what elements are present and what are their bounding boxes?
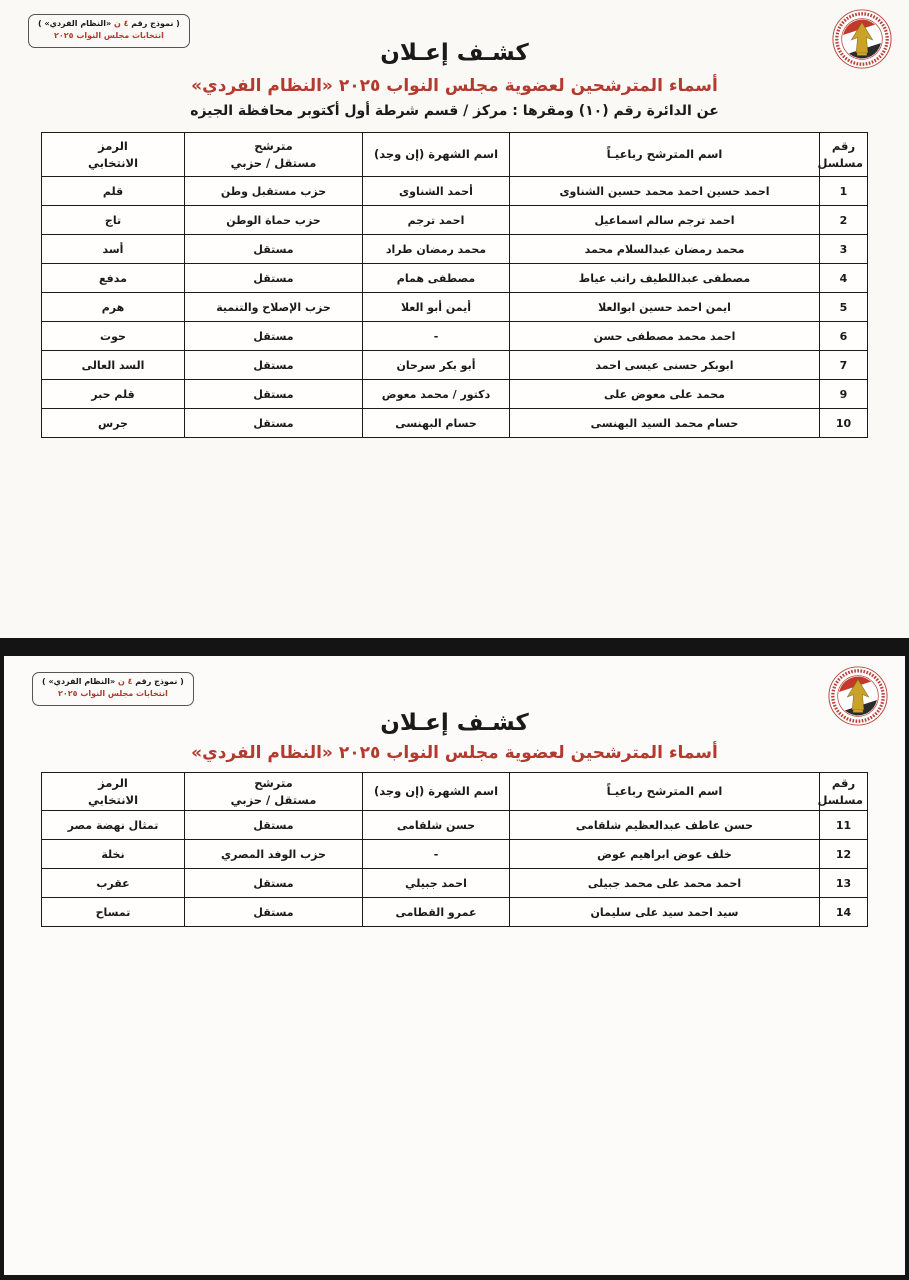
national-election-authority-emblem-icon: [831, 8, 893, 70]
page-title: كشـف إعـلان: [380, 40, 529, 66]
candidate-full-name: حسن عاطف عبدالعظيم شلقامى: [510, 811, 820, 840]
candidate-serial: 9: [820, 380, 868, 409]
candidate-row: [42, 811, 868, 840]
candidate-full-name: سيد احمد سيد على سليمان: [510, 898, 820, 927]
candidate-row: [42, 293, 868, 322]
candidate-serial: 7: [820, 351, 868, 380]
candidate-affiliation: مستقل: [185, 351, 363, 380]
candidate-symbol: عقرب: [42, 869, 185, 898]
candidate-full-name: محمد على معوض على: [510, 380, 820, 409]
candidate-affiliation: حزب مستقبل وطن: [185, 177, 363, 206]
candidate-affiliation: حزب الوفد المصري: [185, 840, 363, 869]
candidate-symbol: هرم: [42, 293, 185, 322]
candidate-serial: 12: [820, 840, 868, 869]
col-header-known-as: اسم الشهرة (إن وجد): [363, 133, 510, 177]
page-title: كشـف إعـلان: [380, 710, 529, 736]
candidate-serial: 10: [820, 409, 868, 438]
candidate-row: [42, 380, 868, 409]
candidate-row: [42, 322, 868, 351]
candidate-full-name: محمد رمضان عبدالسلام محمد: [510, 235, 820, 264]
candidate-full-name: خلف عوض ابراهيم عوض: [510, 840, 820, 869]
candidate-full-name: ايمن احمد حسين ابوالعلا: [510, 293, 820, 322]
candidate-known-as: احمد ترجم: [363, 206, 510, 235]
candidate-serial: 11: [820, 811, 868, 840]
candidate-known-as: حسن شلقامى: [363, 811, 510, 840]
candidate-full-name: حسام محمد السيد البهنسى: [510, 409, 820, 438]
col-header-symbol: الرمز الانتخابي: [42, 773, 185, 811]
col-header-name: اسم المترشح رباعيـاً: [510, 773, 820, 811]
candidate-full-name: احمد حسين احمد محمد حسين الشناوى: [510, 177, 820, 206]
candidate-row: [42, 206, 868, 235]
candidate-known-as: -: [363, 840, 510, 869]
form-number-suffix: «النظام الفردي» ): [42, 677, 118, 686]
candidate-known-as: محمد رمضان طراد: [363, 235, 510, 264]
district-line: عن الدائرة رقم (١٠) ومقرها : مركز / قسم شرطة أول أكتوبر محافظة الجيزه: [190, 103, 719, 119]
candidate-affiliation: حزب الإصلاح والتنمية: [185, 293, 363, 322]
candidate-symbol: قلم: [42, 177, 185, 206]
candidate-affiliation: مستقل: [185, 811, 363, 840]
col-header-serial: رقم مسلسل: [820, 773, 868, 811]
form-election-line: انتخابات مجلس النواب ٢٠٢٥: [54, 31, 164, 41]
announcement-page-2: [0, 656, 909, 1280]
col-header-serial: رقم مسلسل: [820, 133, 868, 177]
candidate-row: [42, 351, 868, 380]
col-header-symbol: الرمز الانتخابي: [42, 133, 185, 177]
candidate-symbol: نخلة: [42, 840, 185, 869]
page-subtitle: أسماء المترشحين لعضوية مجلس النواب ٢٠٢٥ «النظام الفردي»: [191, 76, 718, 96]
candidate-affiliation: مستقل: [185, 409, 363, 438]
candidate-affiliation: مستقل: [185, 264, 363, 293]
candidate-serial: 14: [820, 898, 868, 927]
candidate-symbol: جرس: [42, 409, 185, 438]
candidate-known-as: حسام البهنسى: [363, 409, 510, 438]
announcement-page-1: [0, 0, 909, 638]
candidate-full-name: مصطفى عبداللطيف راتب عياط: [510, 264, 820, 293]
candidate-affiliation: مستقل: [185, 322, 363, 351]
candidate-row: [42, 898, 868, 927]
candidate-symbol: مدفع: [42, 264, 185, 293]
candidate-row: [42, 264, 868, 293]
candidate-row: [42, 235, 868, 264]
candidates-table-page-1: [41, 132, 868, 438]
candidate-affiliation: مستقل: [185, 898, 363, 927]
form-number-box: [32, 672, 194, 706]
candidate-serial: 5: [820, 293, 868, 322]
candidate-row: [42, 409, 868, 438]
candidate-affiliation: مستقل: [185, 235, 363, 264]
candidate-serial: 13: [820, 869, 868, 898]
form-number-code: ٤ ن: [113, 19, 129, 28]
national-election-authority-emblem-icon: [827, 665, 889, 727]
candidate-serial: 6: [820, 322, 868, 351]
col-header-known-as: اسم الشهرة (إن وجد): [363, 773, 510, 811]
candidate-serial: 1: [820, 177, 868, 206]
candidate-row: [42, 840, 868, 869]
candidate-serial: 4: [820, 264, 868, 293]
candidate-symbol: السد العالى: [42, 351, 185, 380]
candidate-known-as: مصطفى همام: [363, 264, 510, 293]
col-header-name: اسم المترشح رباعيـاً: [510, 133, 820, 177]
candidates-table-page-2: [41, 772, 868, 927]
form-number-prefix: ( نموذج رقم: [132, 677, 184, 686]
table-header: [42, 133, 868, 177]
candidate-known-as: أيمن أبو العلا: [363, 293, 510, 322]
col-header-affiliation: مترشح مستقل / حزبي: [185, 773, 363, 811]
candidate-full-name: ابوبكر حسنى عيسى احمد: [510, 351, 820, 380]
candidate-known-as: -: [363, 322, 510, 351]
candidate-affiliation: مستقل: [185, 380, 363, 409]
candidate-full-name: احمد ترجم سالم اسماعيل: [510, 206, 820, 235]
form-election-line: انتخابات مجلس النواب ٢٠٢٥: [58, 689, 168, 699]
page-subtitle: أسماء المترشحين لعضوية مجلس النواب ٢٠٢٥ «النظام الفردي»: [191, 743, 718, 763]
page-separator: [0, 638, 909, 656]
candidate-known-as: أحمد الشناوى: [363, 177, 510, 206]
candidate-full-name: احمد محمد على محمد جبيلى: [510, 869, 820, 898]
form-number-line: [42, 676, 184, 688]
candidate-symbol: قلم حبر: [42, 380, 185, 409]
form-number-suffix: «النظام الفردي» ): [38, 19, 114, 28]
candidate-known-as: دكتور / محمد معوض: [363, 380, 510, 409]
candidate-serial: 2: [820, 206, 868, 235]
candidate-symbol: حوت: [42, 322, 185, 351]
form-number-line: [38, 18, 180, 30]
candidate-row: [42, 869, 868, 898]
candidate-symbol: أسد: [42, 235, 185, 264]
candidate-symbol: تاج: [42, 206, 185, 235]
candidate-serial: 3: [820, 235, 868, 264]
candidate-known-as: أبو بكر سرحان: [363, 351, 510, 380]
table-header: [42, 773, 868, 811]
candidate-known-as: عمرو القطامى: [363, 898, 510, 927]
candidate-symbol: تمثال نهضة مصر: [42, 811, 185, 840]
candidate-full-name: احمد محمد مصطفى حسن: [510, 322, 820, 351]
form-number-box: [28, 14, 190, 48]
col-header-affiliation: مترشح مستقل / حزبي: [185, 133, 363, 177]
form-number-prefix: ( نموذج رقم: [128, 19, 180, 28]
candidate-affiliation: حزب حماة الوطن: [185, 206, 363, 235]
candidate-row: [42, 177, 868, 206]
form-number-code: ٤ ن: [117, 677, 133, 686]
candidate-symbol: تمساح: [42, 898, 185, 927]
candidate-affiliation: مستقل: [185, 869, 363, 898]
candidate-known-as: احمد جبيلي: [363, 869, 510, 898]
